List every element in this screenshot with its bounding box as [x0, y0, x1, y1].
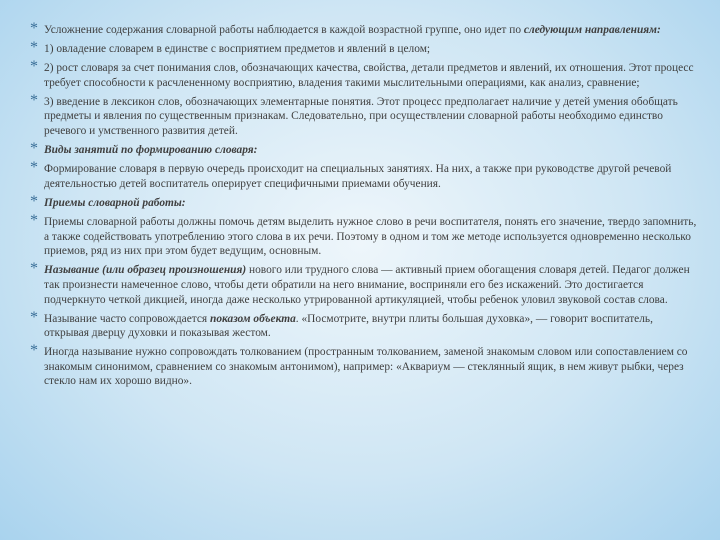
bullet-item — [30, 159, 698, 191]
bullet-star-icon: * — [30, 308, 38, 326]
bullet-item — [30, 192, 698, 211]
bullet-text: 3) введение в лексикон слов, обозначающих элементарные понятия. Этот процесс предполагает наличие у детей умения обобщать предметы и явления по существенным признакам. Следовательно, при осуществлении словарной работы необходимо единство речевого и умственного развития детей. — [44, 95, 678, 138]
bullet-star-icon: * — [30, 58, 38, 76]
bullet-text: Называние часто сопровождается — [44, 312, 211, 325]
emphasis-text: Называние (или образец произношения) — [44, 264, 247, 277]
bullet-item — [30, 140, 698, 158]
emphasis-text: следующим направлениям: — [523, 24, 661, 36]
bullet-item — [30, 342, 698, 389]
bullet-item — [30, 260, 698, 307]
emphasis-text: Виды занятий по формированию словаря: — [44, 144, 258, 157]
bullet-item — [30, 308, 698, 341]
bullet-text: 1) овладение словарем в единстве с восприятием предметов и явлений в целом; — [44, 43, 431, 56]
bullet-star-icon: * — [30, 212, 38, 230]
bullet-star-icon: * — [30, 20, 38, 37]
bullet-text: Иногда называние нужно сопровождать толкованием (пространным толкованием, заменой знакомым словом или сопоставлением со знакомым синонимом, сравнением со знакомым антонимом), например: «Аквариум — стеклянный ящик, в нем живут рыбки, через стекло нам их хорошо видно». — [44, 346, 688, 388]
bullet-text: Формирование словаря в первую очередь происходит на специальных занятиях. На них, а также при руководстве другой речевой деятельностью детей воспитатель оперирует специфичными приемами обучения. — [44, 163, 672, 190]
bullet-star-icon: * — [30, 91, 38, 109]
bullet-list — [30, 20, 698, 394]
bullet-item — [30, 58, 698, 90]
bullet-star-icon: * — [30, 192, 38, 210]
bullet-text: . «Посмотрите, внутри плиты большая духовка», — говорит воспитатель, открывая дверцу духовки и показывая жестом. — [44, 312, 653, 340]
bullet-item — [30, 91, 698, 139]
bullet-item — [30, 39, 698, 57]
emphasis-text: показом объекта — [210, 312, 296, 325]
bullet-text: Приемы словарной работы должны помочь детям выделить нужное слово в речи воспитателя, понять его значение, твердо запомнить, а также содействовать употреблению этого слова в их речи. Поэтому в одном и том же методе используется одновременно несколько приемов, ряд из них при этом будет ведущим, основным. — [44, 216, 697, 258]
bullet-item — [30, 212, 698, 259]
bullet-text: нового или трудного слова — активный прием обогащения словаря детей. Педагог должен так произнести намеченное слово, чтобы дети обратили на него внимание, восприняли его без искажений. Это достигается подчеркнуто четкой дикцией, иногда даже несколько утрированной артикуляцией, чтобы ребенок уловил звуковой состав слова. — [44, 264, 690, 306]
bullet-star-icon: * — [30, 39, 38, 57]
bullet-text: 2) рост словаря за счет понимания слов, обозначающих качества, свойства, детали предметов и явлений, их отношения. Этот процесс требует способности к расчлененному восприятию, владения такими мыслительными операциями, как анализ, сравнение; — [44, 62, 694, 89]
bullet-item — [30, 20, 698, 38]
bullet-star-icon: * — [30, 342, 38, 360]
bullet-text: Усложнение содержания словарной работы наблюдается в каждой возрастной группе, оно идет по — [44, 24, 524, 36]
bullet-star-icon: * — [30, 159, 38, 177]
bullet-star-icon: * — [30, 260, 38, 278]
emphasis-text: Приемы словарной работы: — [44, 196, 186, 209]
bullet-star-icon: * — [30, 140, 38, 158]
